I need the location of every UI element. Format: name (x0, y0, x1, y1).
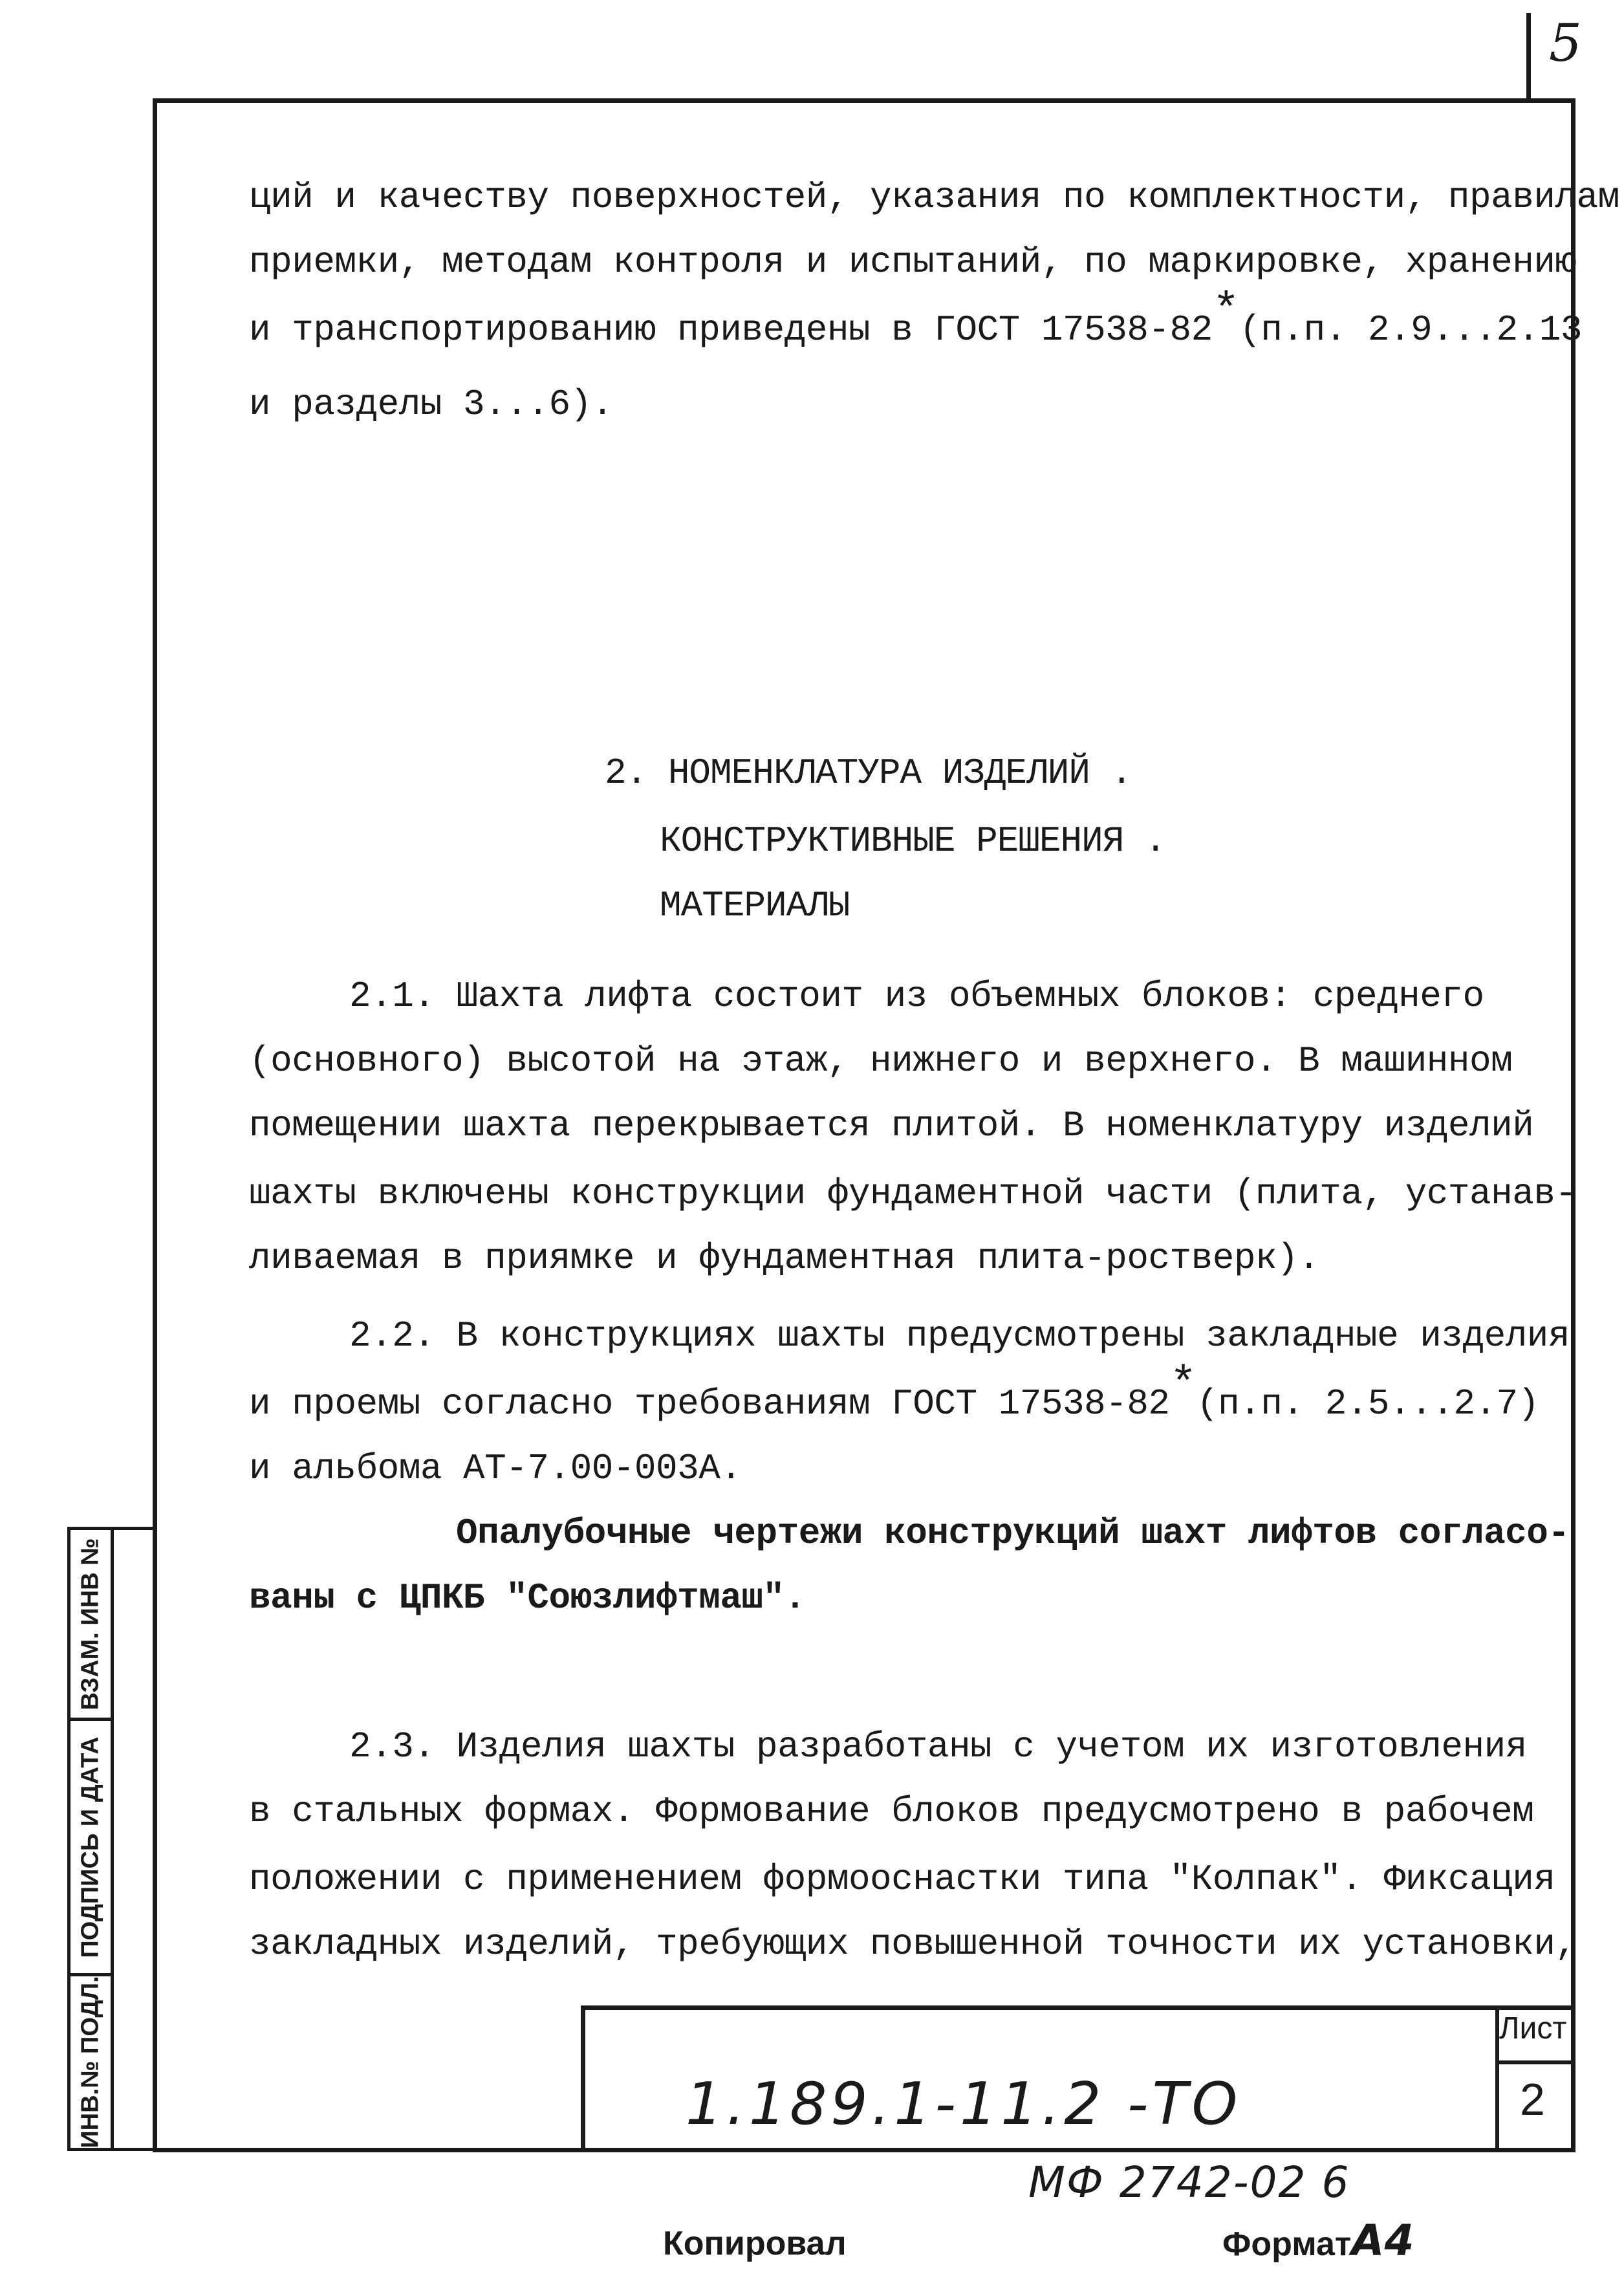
corner-tick (1526, 13, 1531, 98)
note-line-1: Опалубочные чертежи конструкций шахт лифтов согласо- (456, 1513, 1570, 1554)
p23-line-2: в стальных формах. Формование блоков предусмотрено в рабочем (249, 1791, 1534, 1832)
intro-line-4: и разделы 3...6). (249, 384, 613, 425)
margin-label-replaced-inv: ВЗАМ. ИНВ № (76, 1537, 104, 1710)
margin-cell-replaced-inv (67, 1527, 114, 1721)
intro-line-3 (249, 286, 1582, 366)
sheet-number-top: 5 (1549, 13, 1582, 73)
intro-line-2: приемки, методам контроля и испытаний, по маркировке, хранению (249, 241, 1577, 283)
format-label: Формат (1222, 2225, 1352, 2263)
p22-line-3: и альбома АТ-7.00-003А. (249, 1448, 742, 1489)
margin-label-inv-orig: ИНВ.№ ПОДЛ. (76, 1976, 104, 2148)
note-line-2: ваны с ЦПКБ "Союзлифтмаш". (249, 1577, 806, 1619)
intro-line-1: ций и качеству поверхностей, указания по комплектности, правилам (249, 177, 1619, 218)
p23-line-3: положении с применением формооснастки типа "Колпак". Фиксация (249, 1859, 1555, 1900)
p21-line-1: 2.1. Шахта лифта состоит из объемных блоков: среднего (349, 976, 1484, 1017)
intro-line-3-tail: (п.п. 2.9...2.13 (1239, 309, 1582, 351)
format-field (1222, 2216, 1414, 2266)
p23-line-4: закладных изделий, требующих повышенной точности их установки, (249, 1923, 1577, 1965)
document-code: 1.189.1-11.2 -ТО (686, 2070, 1242, 2138)
section-heading-line-2: КОНСТРУКТИВНЫЕ РЕШЕНИЯ . (660, 820, 1166, 862)
p22-line-2-tail: (п.п. 2.5...2.7) (1196, 1383, 1539, 1425)
p22-line-2-head: и проемы согласно требованиям ГОСТ 17538-82 (249, 1383, 1170, 1425)
section-heading-line-3: МАТЕРИАЛЫ (660, 885, 850, 926)
section-heading-line-1: 2. НОМЕНКЛАТУРА ИЗДЕЛИЙ . (605, 752, 1132, 794)
p23-line-1: 2.3. Изделия шахты разработаны с учетом их изготовления (349, 1726, 1527, 1767)
p21-line-2: (основного) высотой на этаж, нижнего и верхнего. В машинном (249, 1040, 1513, 1082)
p21-line-5: ливаемая в приямке и фундаментная плита-ростверк). (249, 1238, 1320, 1279)
p22-line-1: 2.2. В конструкциях шахты предусмотрены закладные изделия (349, 1315, 1570, 1357)
copied-by-label: Копировал (663, 2225, 847, 2262)
gost-asterisk: * (1212, 286, 1240, 338)
p21-line-3: помещении шахта перекрывается плитой. В номенклатуру изделий (249, 1105, 1534, 1146)
format-value: А4 (1351, 2216, 1414, 2266)
sheet-value: 2 (1520, 2074, 1545, 2125)
sheet-label: Лист (1499, 2011, 1567, 2046)
sheet-cell-divider (1495, 2060, 1575, 2064)
margin-column-blank (111, 1527, 157, 2151)
margin-cell-inv-orig (67, 1973, 114, 2151)
intro-line-3-head: и транспортированию приведены в ГОСТ 17538-82 (249, 309, 1213, 351)
p22-line-2 (249, 1360, 1539, 1439)
margin-label-signature-date: ПОДПИСЬ И ДАТА (76, 1736, 104, 1958)
archive-stamp: МФ 2742-02 6 (1028, 2157, 1350, 2207)
gost-asterisk-2: * (1169, 1360, 1197, 1412)
margin-cell-signature-date (67, 1718, 114, 1976)
p21-line-4: шахты включены конструкции фундаментной части (плита, устанав- (249, 1173, 1577, 1214)
